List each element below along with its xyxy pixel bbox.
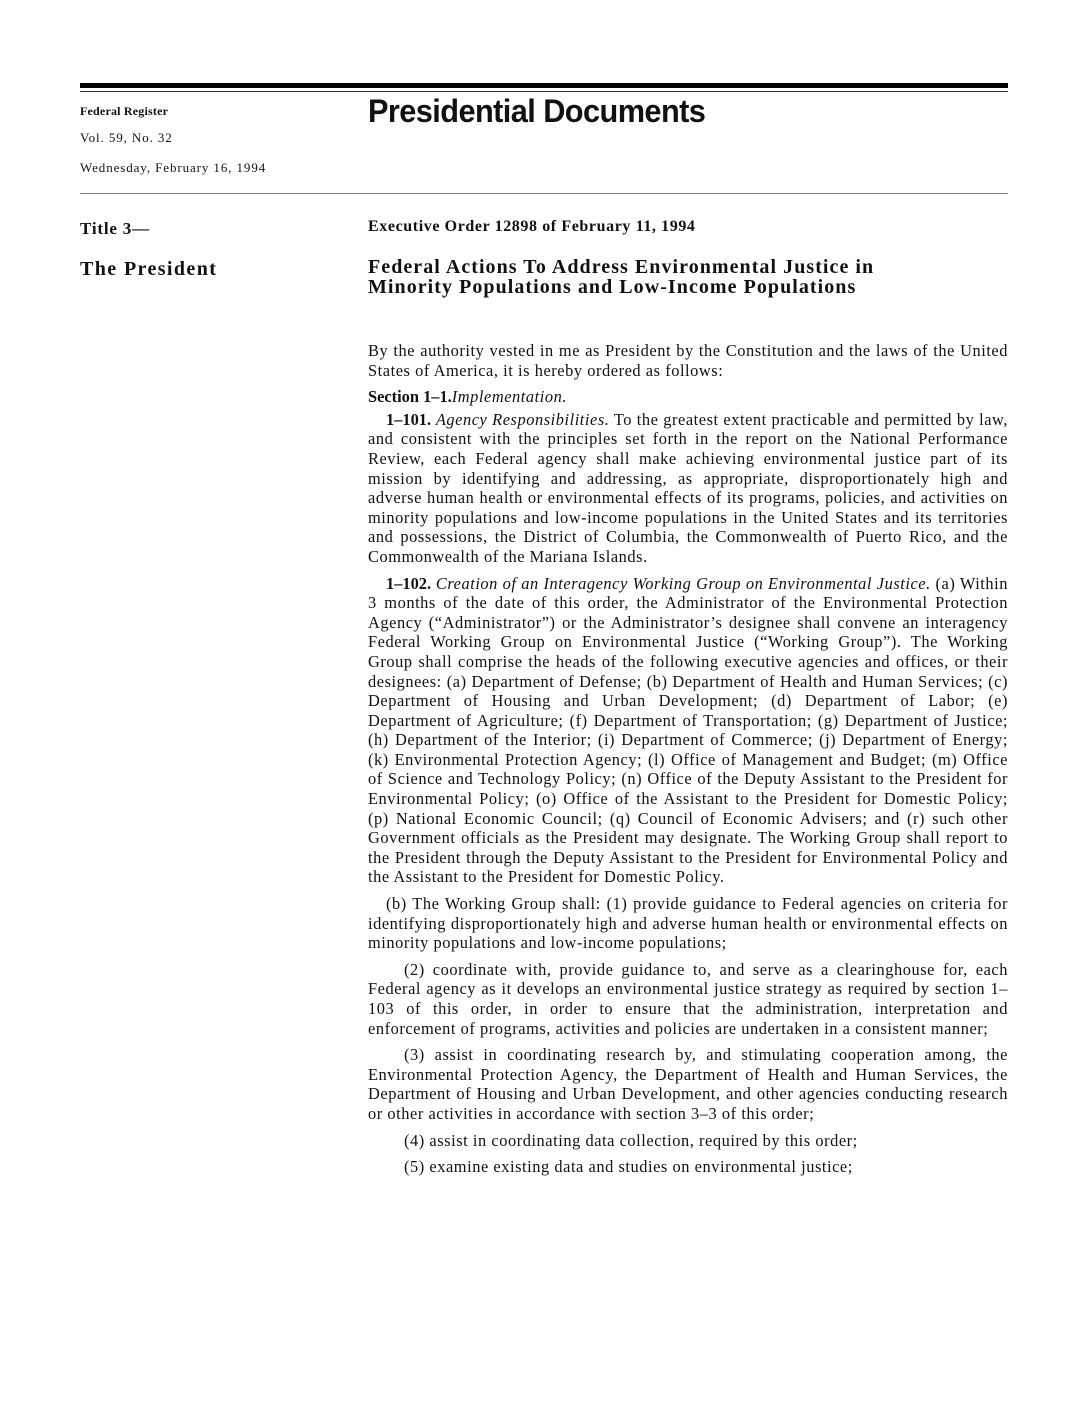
section-heading-text: Implementation. [451,387,568,407]
title-name: The President [80,258,218,280]
paragraph-3: (3) assist in coordinating research by, and stimulating cooperation among, the Environmental Protection Agency, the Department of Health and Human Services, the Department of Housing and Urban Development, and other agencies conducting research or other activities in accordance with section 3–3 of this order; [368,1045,1008,1123]
paragraph-1-102 [368,574,1008,888]
paragraph-label: 1–102. [386,573,432,593]
paragraph-1-101 [368,410,1008,567]
paragraph-label: 1–101. [386,409,432,429]
header-thin-rule [80,91,1008,92]
title-line-2: Minority Populations and Low-Income Populations [368,276,857,298]
paragraph-b: (b) The Working Group shall: (1) provide guidance to Federal agencies on criteria for identifying disproportionately high and adverse human health or environmental effects on minority populations and low-income populations; [368,894,1008,953]
section-heading [368,387,1008,407]
paragraph-text: (a) Within 3 months of the date of this order, the Administrator of the Environmental Protection Agency (“Administrator”) or the Administrator’s designee shall convene an interagency Federal Working Group on Environmental Justice (“Working Group”). The Working Group shall comprise the heads of the following executive agencies and offices, or their designees: (a) Department of Defense; (b) Department of Health and Human Services; (c) Department of Housing and Urban Development; (d) Department of Labor; (e) Department of Agriculture; (f) Department of Transportation; (g) Department of Justice; (h) Department of the Interior; (i) Department of Commerce; (j) Department of Energy; (k) Environmental Protection Agency; (l) Office of Management and Budget; (m) Office of Science and Technology Policy; (n) Office of the Deputy Assistant to the President for Environmental Policy; (o) Office of the Assistant to the President for Domestic Policy; (p) National Economic Council; (q) Council of Economic Advisers; and (r) such other Government officials as the President may designate. The Working Group shall report to the President through the Deputy Assistant to the President for Environmental Policy and the Assistant to the President for Domestic Policy. [368,573,1008,887]
publication-name: Federal Register [80,104,169,118]
volume-number: Vol. 59, No. 32 [80,130,173,145]
executive-order-number: Executive Order 12898 of February 11, 1994 [368,218,696,235]
section-title: Presidential Documents [368,93,706,129]
section-label: Section 1–1. [368,387,452,407]
paragraph-2: (2) coordinate with, provide guidance to, and serve as a clearinghouse for, each Federal agency as it develops an environmental justice strategy as required by section 1–103 of this order, in order to ensure that the administration, interpretation and enforcement of programs, activities and policies are undertaken in a consistent manner; [368,959,1008,1038]
paragraph-4: (4) assist in coordinating data collection, required by this order; [404,1130,858,1150]
paragraph-text: To the greatest extent practicable and permitted by law, and consistent with the principles set forth in the report on the National Performance Review, each Federal agency shall make achieving environmental justice part of its mission by identifying and addressing, as appropriate, disproportionately high and adverse human health or environmental effects of its programs, policies, and activities on minority populations and low-income populations in the United States and its territories and possessions, the District of Columbia, the Commonwealth of Puerto Rico, and the Commonwealth of the Mariana Islands. [368,409,1008,566]
paragraph-5: (5) examine existing data and studies on environmental justice; [404,1157,853,1177]
header-bottom-rule [80,193,1008,194]
document-body [368,341,1008,1184]
paragraph-heading: Creation of an Interagency Working Group on Environmental Justice. [435,573,931,593]
header-thick-rule [80,83,1008,88]
paragraph-heading: Agency Responsibilities. [435,409,610,429]
publication-date: Wednesday, February 16, 1994 [80,160,267,175]
preamble: By the authority vested in me as President by the Constitution and the laws of the United States of America, it is hereby ordered as follows: [368,341,1008,380]
executive-order-title [368,257,1008,297]
title-line-1: Federal Actions To Address Environmental Justice in [368,256,875,278]
title-number: Title 3— [80,219,150,238]
